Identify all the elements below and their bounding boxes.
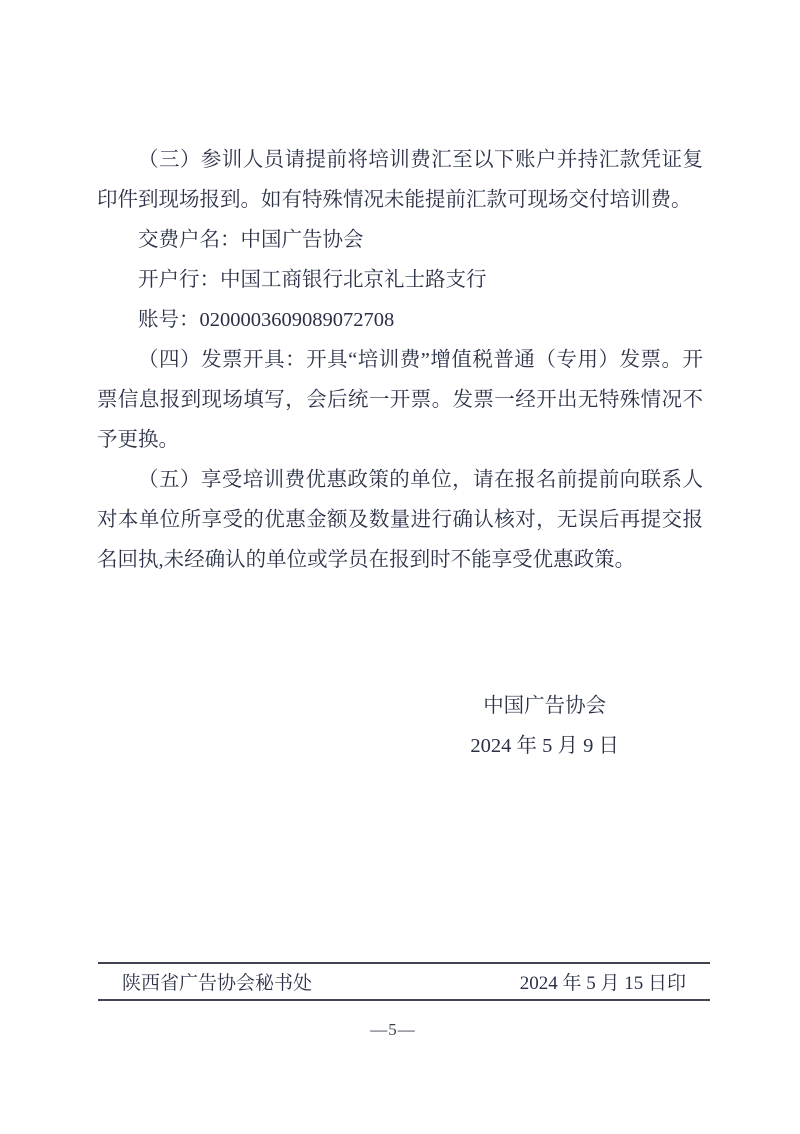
paragraph-discount-policy: （五）享受培训费优惠政策的单位，请在报名前提前向联系人对本单位所享受的优惠金额及数量进行确认核对，无误后再提交报名回执,未经确认的单位或学员在报到时不能享受优惠政策。 — [97, 469, 703, 571]
signature-block — [470, 686, 619, 766]
paragraph-remittance: （三）参训人员请提前将培训费汇至以下账户并持汇款凭证复印件到现场报到。如有特殊情况未能提前汇款可现场交付培训费。 — [97, 149, 703, 211]
payee-name-line: 交费户名：中国广告协会 — [138, 229, 364, 251]
document-body — [97, 140, 703, 766]
bank-name-line: 开户行：中国工商银行北京礼士路支行 — [138, 269, 487, 291]
account-number-line: 账号：0200003609089072708 — [138, 309, 395, 331]
signature-date: 2024 年 5 月 9 日 — [470, 735, 619, 757]
paragraph-invoice: （四）发票开具：开具“培训费”增值税普通（专用）发票。开票信息报到现场填写，会后统一开票。发票一经开出无特殊情况不予更换。 — [97, 349, 703, 451]
footer-bar — [98, 962, 710, 1001]
page-number: —5— — [370, 1020, 416, 1039]
signature-organization: 中国广告协会 — [483, 695, 607, 717]
footer-issuer: 陕西省广告协会秘书处 — [122, 973, 313, 994]
footer-print-date: 2024 年 5 月 15 日印 — [519, 973, 686, 994]
